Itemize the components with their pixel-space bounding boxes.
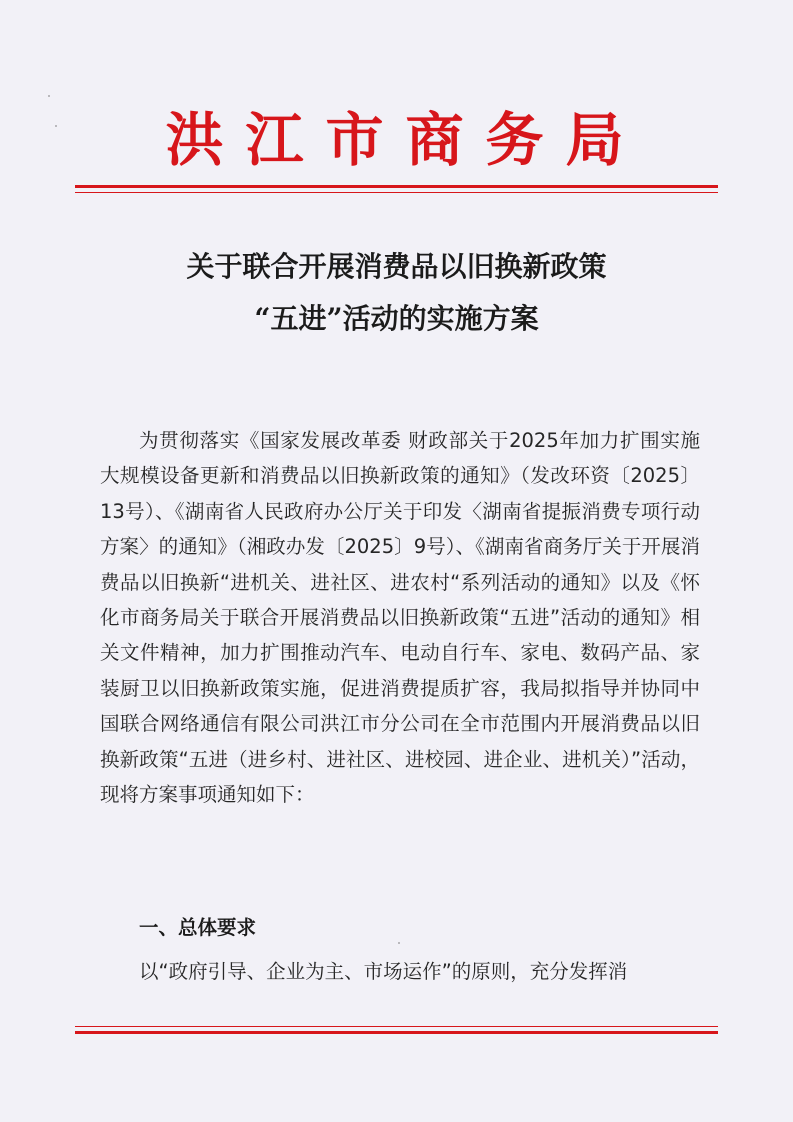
section-heading-general-requirements: 一、总体要求 <box>139 916 257 939</box>
footer-rule-thick <box>75 1031 718 1034</box>
letterhead-rule-thick <box>75 185 718 188</box>
intro-paragraph: 为贯彻落实《国家发展改革委 财政部关于2025年加力扩围实施大规模设备更新和消费品以旧换新政策的通知》（发改环资〔2025〕13号）、《湖南省人民政府办公厅关于印发〈湖南省提振消费专项行动方案〉的通知》（湘政办发〔2025〕9号）、《湖南省商务厅关于开展消费品以旧换新“进机关、进社区、进农村“系列活动的通知》以及《怀化市商务局关于联合开展消费品以旧换新政策“五进”活动的通知》相关文件精神，加力扩围推动汽车、电动自行车、家电、数码产品、家装厨卫以旧换新政策实施，促进消费提质扩容，我局拟指导并协同中国联合网络通信有限公司洪江市分公司在全市范围内开展消费品以旧换新政策“五进（进乡村、进社区、进校园、进企业、进机关）”活动，现将方案事项通知如下： <box>100 429 700 807</box>
letterhead-rule-thin <box>75 192 718 193</box>
scan-speck <box>398 942 400 944</box>
letterhead-title: 洪江市商务局 <box>165 106 646 174</box>
document-title-line2: “五进”活动的实施方案 <box>254 302 539 335</box>
scan-speck <box>55 125 57 127</box>
scan-speck <box>48 95 50 97</box>
footer-rule-thin <box>75 1026 718 1027</box>
document-title-line1: 关于联合开展消费品以旧换新政策 <box>186 250 607 283</box>
section1-paragraph: 以“政府引导、企业为主、市场运作”的原则，充分发挥消 <box>139 960 628 983</box>
